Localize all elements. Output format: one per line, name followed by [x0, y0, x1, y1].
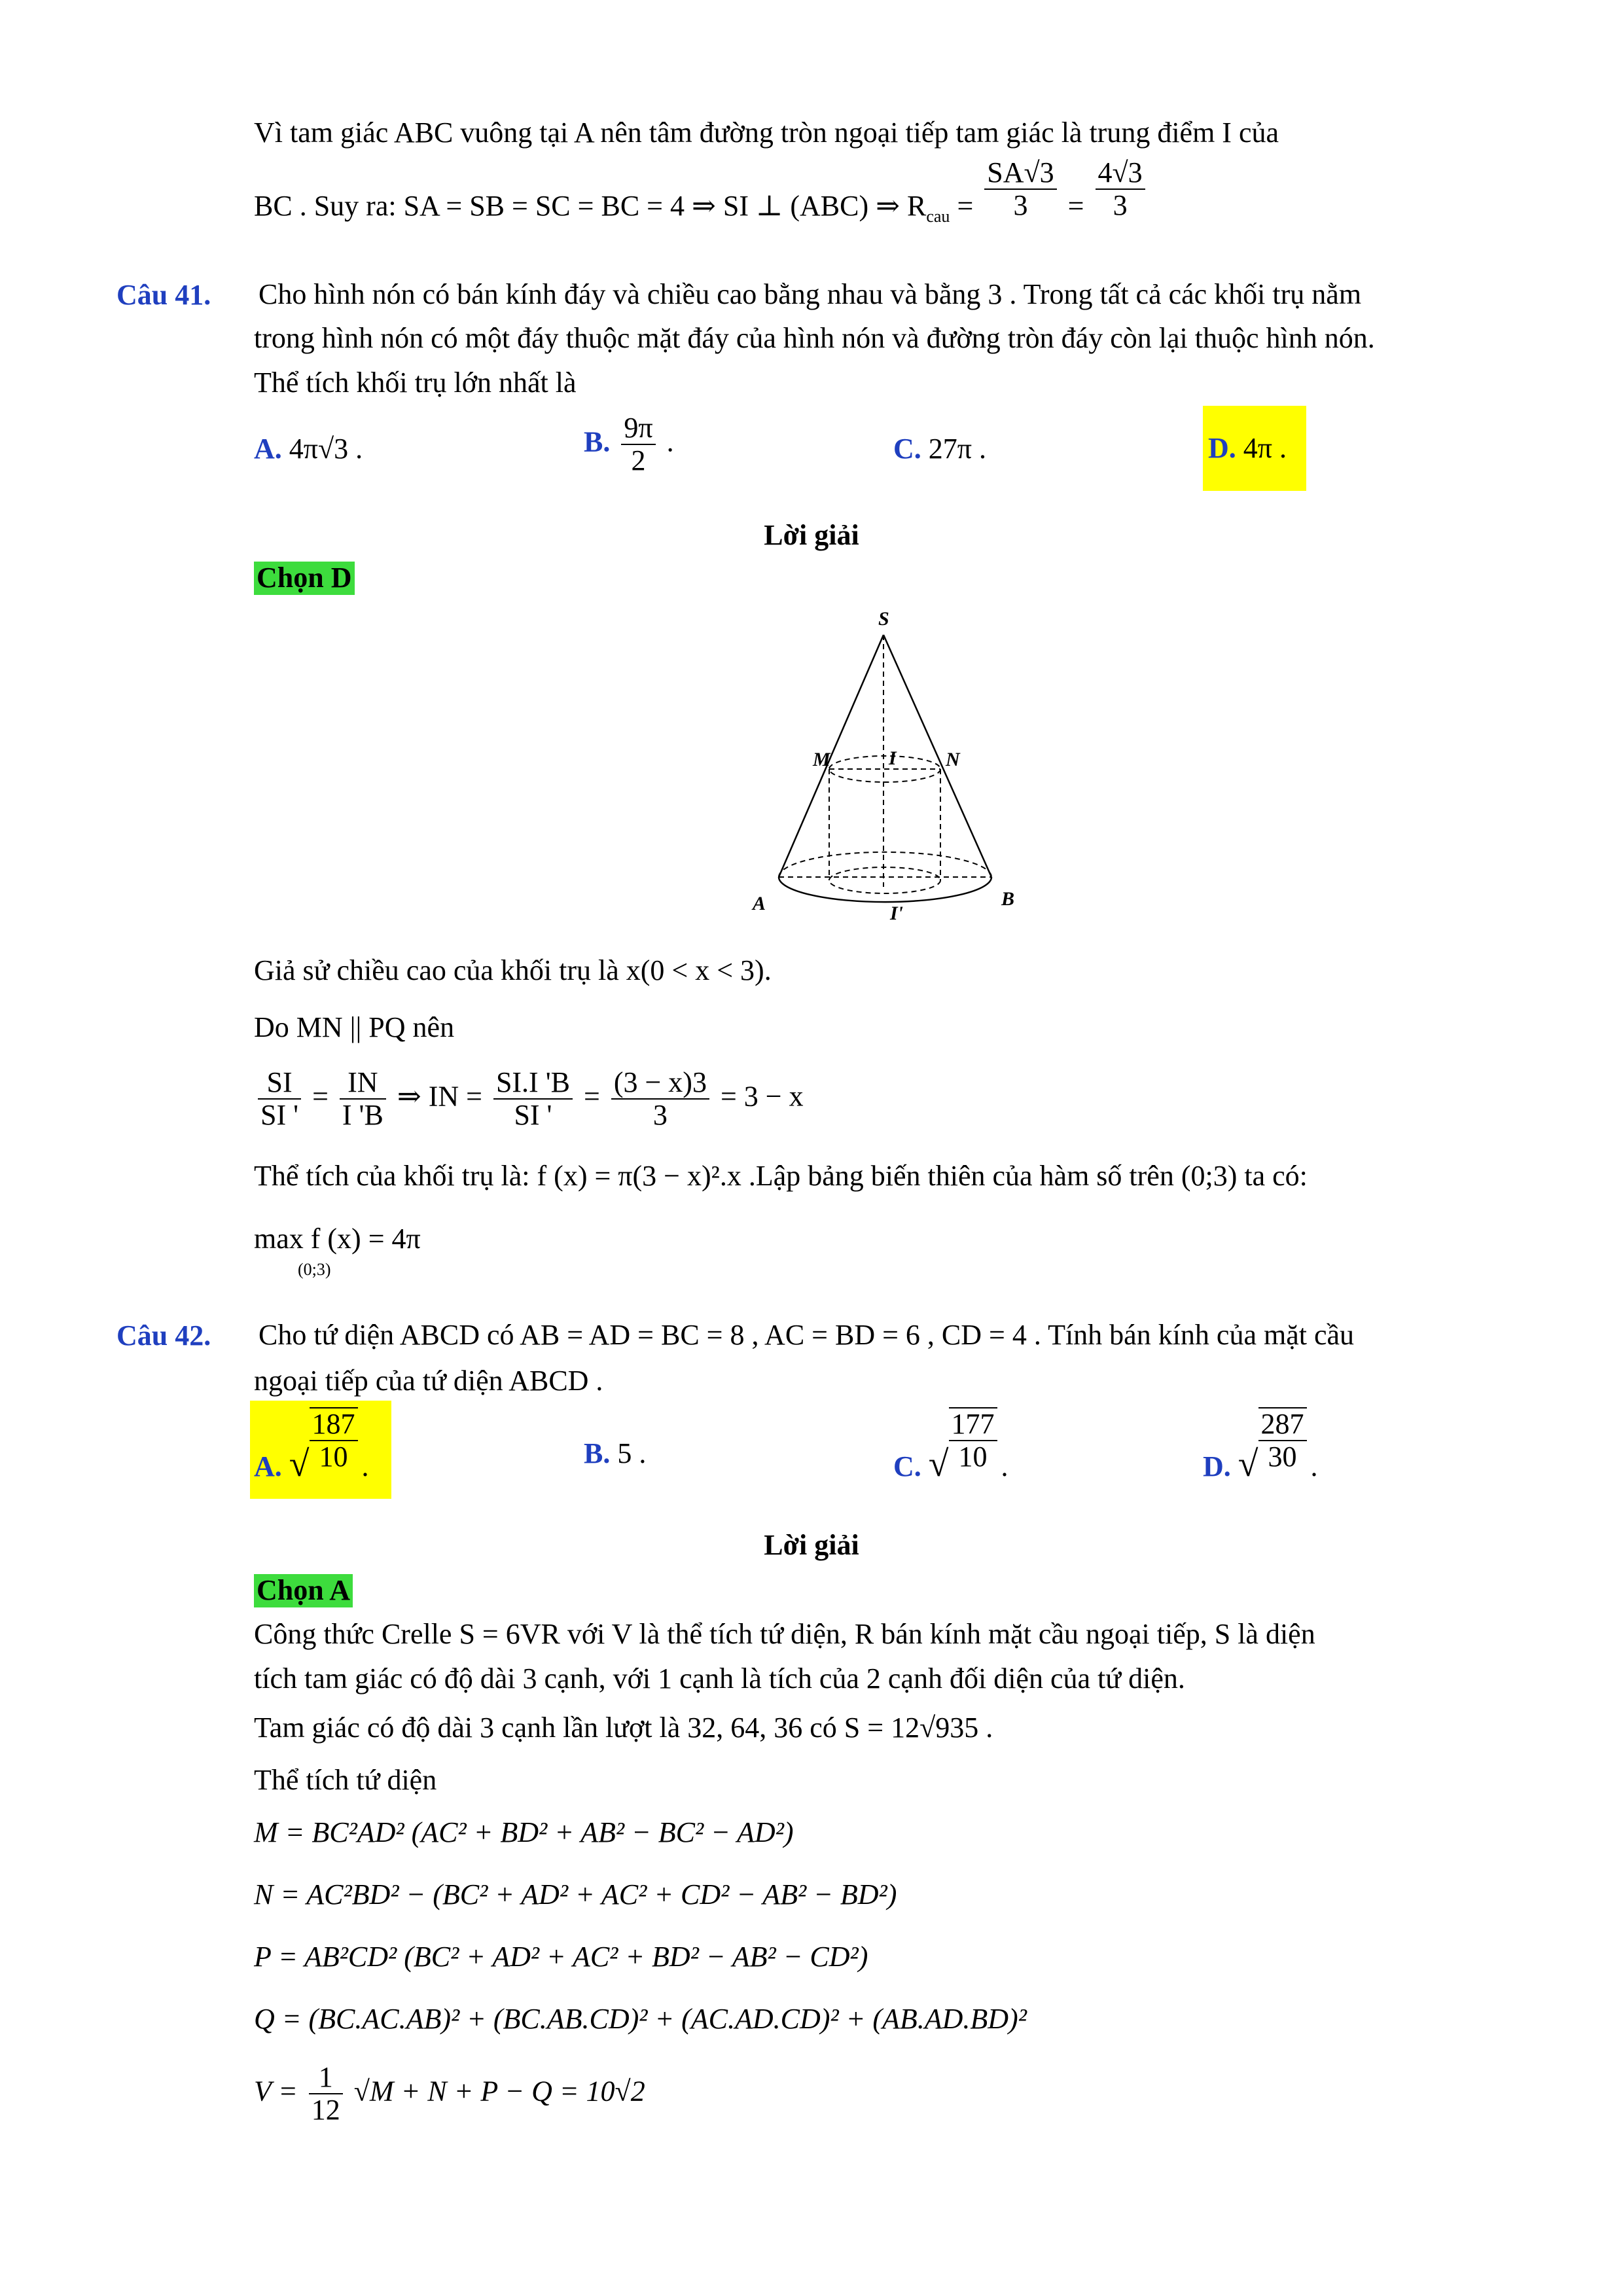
s3-fraction-2-num: IN — [340, 1067, 386, 1100]
q41-solution-line-3 — [254, 1067, 804, 1132]
cone-cylinder-figure — [733, 602, 1047, 942]
s3-fraction-3 — [493, 1067, 573, 1132]
s3-fraction-4-num: (3 − x)3 — [611, 1067, 709, 1100]
q42-option-b-label: B. — [584, 1437, 611, 1469]
q41-option-b-num: 9π — [621, 412, 655, 445]
intro-fraction-1-den: 3 — [1013, 188, 1028, 221]
formula-q: Q = (BC.AC.AB)² + (BC.AB.CD)² + (AC.AD.CD)² + (AB.AD.BD)² — [254, 2003, 1027, 2035]
intro-eq-2: = — [1067, 190, 1084, 222]
formula-v — [254, 2062, 645, 2126]
q41-solution-line-5: max f (x) = 4π — [254, 1223, 421, 1255]
q42-option-d-dot: . — [1310, 1450, 1318, 1483]
q41-text-1: Cho hình nón có bán kính đáy và chiều cao bằng nhau và bằng 3 . Trong tất cả các khối trụ nằm — [259, 278, 1362, 310]
intro-line-2 — [254, 156, 1149, 226]
q42-choice: Chọn A — [254, 1574, 353, 1607]
sqrt-sign-a: √ — [289, 1444, 310, 1485]
q41-solution-line-4: Thể tích của khối trụ là: f (x) = π(3 − x)².x .Lập bảng biến thiên của hàm số trên (0;3) ta có: — [254, 1160, 1308, 1192]
s3-fraction-2 — [340, 1067, 386, 1132]
intro-fraction-2 — [1096, 157, 1145, 222]
q41-text-3: Thể tích khối trụ lớn nhất là — [254, 367, 577, 399]
s3-tail: = 3 − x — [720, 1080, 804, 1113]
q42-solution-line-3: Tam giác có độ dài 3 cạnh lần lượt là 32, 64, 36 có S = 12√935 . — [254, 1712, 993, 1744]
s3-fraction-3-den: SI ' — [514, 1099, 552, 1132]
q42-option-c-dot: . — [1001, 1450, 1008, 1483]
cone-base-back — [779, 852, 991, 877]
q41-option-b-fraction — [621, 412, 655, 477]
q42-option-a-dot: . — [361, 1450, 369, 1483]
q42-option-c-fraction — [949, 1407, 997, 1473]
q41-option-b-den: 2 — [631, 444, 646, 477]
formula-v-prefix: V = — [254, 2075, 298, 2108]
sqrt-sign-c: √ — [928, 1444, 949, 1485]
q42-solution-line-2: tích tam giác có độ dài 3 cạnh, với 1 cạnh là tích của 2 cạnh đối diện của tứ diện. — [254, 1662, 1185, 1695]
question-41-label: Câu 41. — [116, 279, 211, 311]
formula-v-tail: √M + N + P − Q = 10√2 — [353, 2075, 645, 2108]
q41-option-b-label: B. — [584, 425, 611, 458]
label-m: M — [813, 749, 830, 770]
label-i: I — [889, 747, 897, 769]
label-b: B — [1001, 888, 1015, 910]
q42-option-b-value: 5 . — [617, 1437, 647, 1469]
q42-option-c-label: C. — [893, 1450, 921, 1483]
formula-v-fraction — [309, 2062, 343, 2126]
s3-mid: ⇒ IN = — [397, 1080, 482, 1113]
q41-option-a-value: 4π√3 . — [289, 433, 363, 465]
s3-fraction-2-den: I 'B — [342, 1099, 383, 1132]
q42-option-d — [1203, 1407, 1318, 1485]
q41-option-d-value: 4π . — [1243, 432, 1287, 464]
q42-option-c — [893, 1407, 1008, 1485]
sqrt-sign-d: √ — [1238, 1444, 1258, 1485]
label-s: S — [878, 608, 889, 630]
s3-fraction-4-den: 3 — [652, 1099, 668, 1132]
intro-r-subscript: cau — [926, 206, 950, 226]
intro-fraction-2-num: 4√3 — [1096, 157, 1145, 190]
q42-option-b — [584, 1437, 646, 1470]
intro-line-1: Vì tam giác ABC vuông tại A nên tâm đường tròn ngoại tiếp tam giác là trung điểm I của — [254, 117, 1279, 149]
s3-eq-1: = — [312, 1080, 329, 1113]
label-i-prime: I' — [890, 903, 904, 924]
q41-option-d-correct — [1203, 406, 1306, 491]
formula-v-num: 1 — [309, 2062, 343, 2094]
cone-base-front — [779, 877, 991, 902]
intro-line-2-prefix: BC . Suy ra: SA = SB = SC = BC = 4 ⇒ SI ⊥ (ABC) ⇒ R — [254, 190, 927, 222]
q41-option-b-tail: . — [666, 425, 674, 458]
q41-option-d-label: D. — [1208, 432, 1236, 464]
s3-fraction-1-num: SI — [258, 1067, 301, 1100]
q42-text-1: Cho tứ diện ABCD có AB = AD = BC = 8 , AC = BD = 6 , CD = 4 . Tính bán kính của mặt cầu — [259, 1319, 1355, 1351]
q42-option-a-label: A. — [254, 1450, 282, 1483]
q42-solution-title: Lời giải — [764, 1529, 859, 1561]
q42-option-d-label: D. — [1203, 1450, 1231, 1483]
s3-fraction-1 — [258, 1067, 301, 1132]
s3-fraction-1-den: SI ' — [260, 1099, 299, 1132]
label-a: A — [753, 893, 766, 914]
q42-option-c-den: 10 — [958, 1441, 988, 1473]
formula-v-den: 12 — [311, 2094, 340, 2126]
q42-option-a-num: 187 — [310, 1408, 358, 1441]
formula-m: M = BC²AD² (AC² + BD² + AB² − BC² − AD²) — [254, 1816, 794, 1848]
question-42-label: Câu 42. — [116, 1319, 211, 1352]
intro-eq-1: = — [957, 190, 974, 222]
q42-solution-line-1: Công thức Crelle S = 6VR với V là thể tích tứ diện, R bán kính mặt cầu ngoại tiếp, S là diện — [254, 1618, 1315, 1650]
q42-option-d-fraction — [1258, 1407, 1307, 1473]
label-n: N — [946, 749, 960, 770]
q42-option-c-num: 177 — [949, 1408, 997, 1441]
q41-choice: Chọn D — [254, 562, 355, 595]
q41-option-a-label: A. — [254, 433, 282, 465]
q41-option-c — [893, 432, 986, 465]
q41-solution-title: Lời giải — [764, 519, 859, 551]
q41-option-b — [584, 412, 674, 477]
q42-option-d-den: 30 — [1268, 1441, 1297, 1473]
q41-solution-line-1: Giả sử chiều cao của khối trụ là x(0 < x < 3). — [254, 954, 772, 986]
formula-n: N = AC²BD² − (BC² + AD² + AC² + CD² − AB² − BD²) — [254, 1878, 897, 1910]
q42-option-d-num: 287 — [1258, 1408, 1307, 1441]
intro-fraction-1-num: SA√3 — [984, 157, 1056, 190]
s3-fraction-4 — [611, 1067, 709, 1132]
q41-text-2: trong hình nón có một đáy thuộc mặt đáy của hình nón và đường tròn đáy còn lại thuộc hình nón. — [254, 322, 1375, 354]
cylinder-bottom-ellipse — [829, 867, 940, 893]
s3-eq-2: = — [584, 1080, 600, 1113]
s3-fraction-3-num: SI.I 'B — [493, 1067, 573, 1100]
q41-option-a — [254, 432, 363, 465]
q42-option-a-den: 10 — [319, 1441, 348, 1473]
q42-option-a-fraction — [310, 1407, 358, 1473]
formula-p: P = AB²CD² (BC² + AD² + AC² + BD² − AB² − CD²) — [254, 1941, 868, 1973]
q41-option-c-value: 27π . — [928, 433, 986, 465]
q41-option-c-label: C. — [893, 433, 921, 465]
q42-option-a-correct — [250, 1401, 391, 1499]
q42-text-2: ngoại tiếp của tứ diện ABCD . — [254, 1365, 603, 1397]
intro-fraction-1 — [984, 157, 1056, 222]
intro-fraction-2-den: 3 — [1113, 188, 1128, 221]
q41-solution-line-2: Do MN || PQ nên — [254, 1011, 455, 1043]
q42-solution-line-4: Thể tích tứ diện — [254, 1764, 437, 1796]
q41-max-domain: (0;3) — [298, 1260, 331, 1279]
